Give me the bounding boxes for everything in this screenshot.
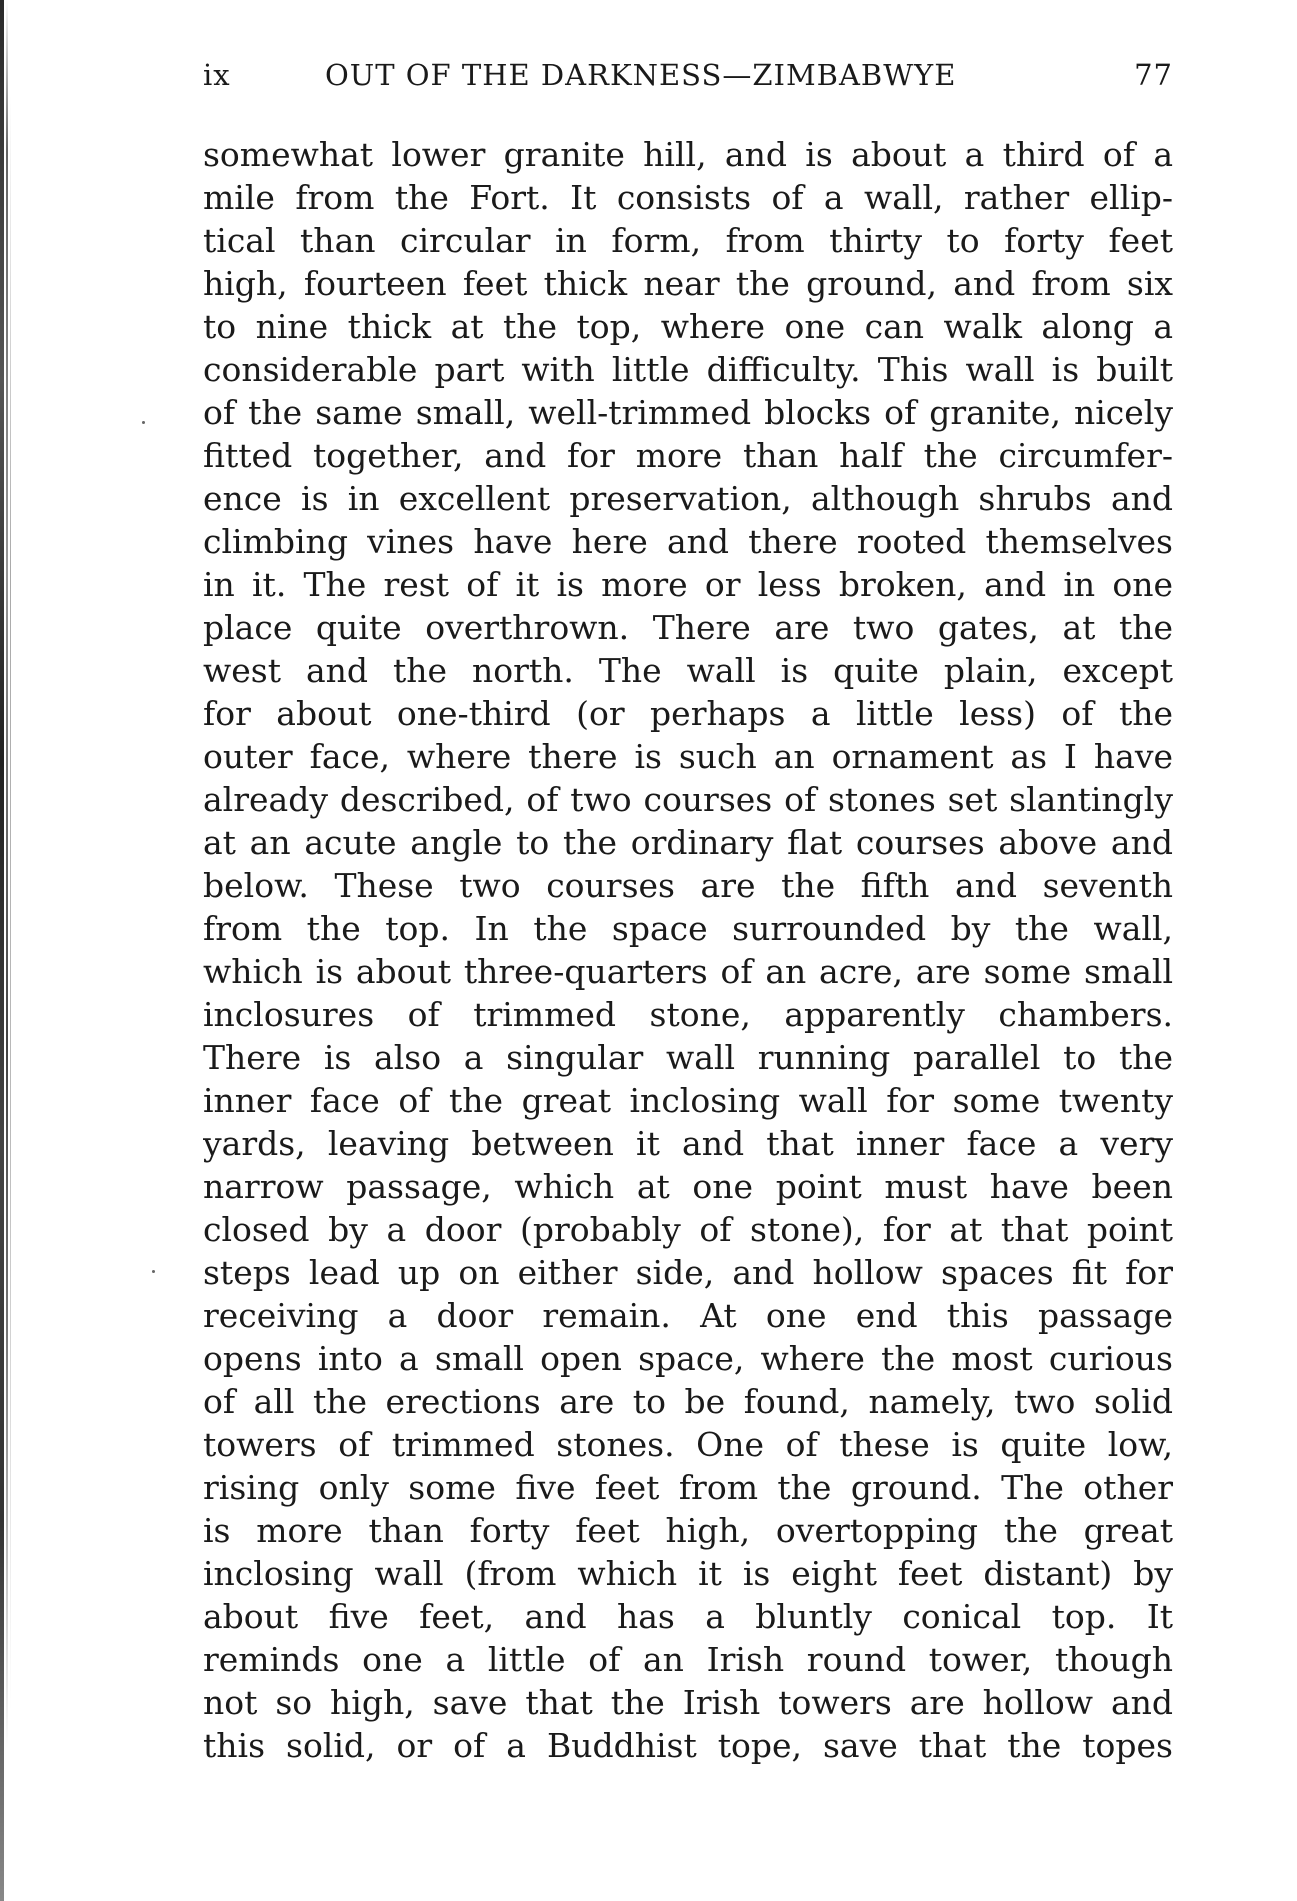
text-line: climbing vines have here and there rooted themselves	[203, 522, 1173, 561]
text-line: below. These two courses are the fifth and seventh	[203, 866, 1173, 905]
text-line: this solid, or of a Buddhist tope, save that the topes	[203, 1726, 1173, 1765]
text-line: from the top. In the space surrounded by the wall,	[203, 909, 1173, 948]
body-text	[203, 135, 1173, 1835]
text-line: mile from the Fort. It consists of a wall, rather ellip-	[203, 178, 1173, 217]
text-line: west and the north. The wall is quite plain, except	[203, 651, 1173, 690]
text-line: is more than forty feet high, overtopping the great	[203, 1511, 1173, 1550]
running-title: OUT OF THE DARKNESS—ZIMBABWYE	[325, 58, 957, 92]
text-line: receiving a door remain. At one end this passage	[203, 1296, 1173, 1335]
text-line: opens into a small open space, where the most curious	[203, 1339, 1173, 1378]
text-line: closed by a door (probably of stone), for at that point	[203, 1210, 1173, 1249]
text-line: of all the erections are to be found, namely, two solid	[203, 1382, 1173, 1421]
text-line: yards, leaving between it and that inner face a very	[203, 1124, 1173, 1163]
text-line: outer face, where there is such an ornament as I have	[203, 737, 1173, 776]
signature-mark: ix	[203, 58, 231, 92]
text-line: considerable part with little difficulty. This wall is built	[203, 350, 1173, 389]
text-line: inclosures of trimmed stone, apparently chambers.	[203, 995, 1173, 1034]
binding-shadow	[0, 0, 4, 1901]
text-line: which is about three-quarters of an acre, are some small	[203, 952, 1173, 991]
page-number: 77	[1134, 58, 1173, 92]
scan-speck	[152, 1270, 155, 1273]
text-line: rising only some five feet from the ground. The other	[203, 1468, 1173, 1507]
text-line: inclosing wall (from which it is eight feet distant) by	[203, 1554, 1173, 1593]
text-line: There is also a singular wall running parallel to the	[203, 1038, 1173, 1077]
text-line: narrow passage, which at one point must have been	[203, 1167, 1173, 1206]
binding-shadow	[6, 0, 8, 1901]
scan-speck	[142, 421, 145, 424]
text-line: fitted together, and for more than half the circumfer-	[203, 436, 1173, 475]
text-line: for about one-third (or perhaps a little less) of the	[203, 694, 1173, 733]
text-line: about five feet, and has a bluntly conical top. It	[203, 1597, 1173, 1636]
text-line: tical than circular in form, from thirty to forty feet	[203, 221, 1173, 260]
text-line: in it. The rest of it is more or less broken, and in one	[203, 565, 1173, 604]
text-line: steps lead up on either side, and hollow spaces fit for	[203, 1253, 1173, 1292]
text-line: somewhat lower granite hill, and is about a third of a	[203, 135, 1173, 174]
text-line: place quite overthrown. There are two gates, at the	[203, 608, 1173, 647]
text-line: at an acute angle to the ordinary flat courses above and	[203, 823, 1173, 862]
text-line: reminds one a little of an Irish round tower, though	[203, 1640, 1173, 1679]
text-line: high, fourteen feet thick near the ground, and from six	[203, 264, 1173, 303]
text-line: to nine thick at the top, where one can walk along a	[203, 307, 1173, 346]
text-line: already described, of two courses of stones set slantingly	[203, 780, 1173, 819]
text-line: inner face of the great inclosing wall for some twenty	[203, 1081, 1173, 1120]
running-header	[203, 50, 1173, 100]
text-line: towers of trimmed stones. One of these is quite low,	[203, 1425, 1173, 1464]
text-line: not so high, save that the Irish towers are hollow and	[203, 1683, 1173, 1722]
binding-shadow	[10, 0, 11, 1901]
binding-edge	[0, 0, 14, 1901]
text-line: of the same small, well-trimmed blocks of granite, nicely	[203, 393, 1173, 432]
text-line: ence is in excellent preservation, although shrubs and	[203, 479, 1173, 518]
